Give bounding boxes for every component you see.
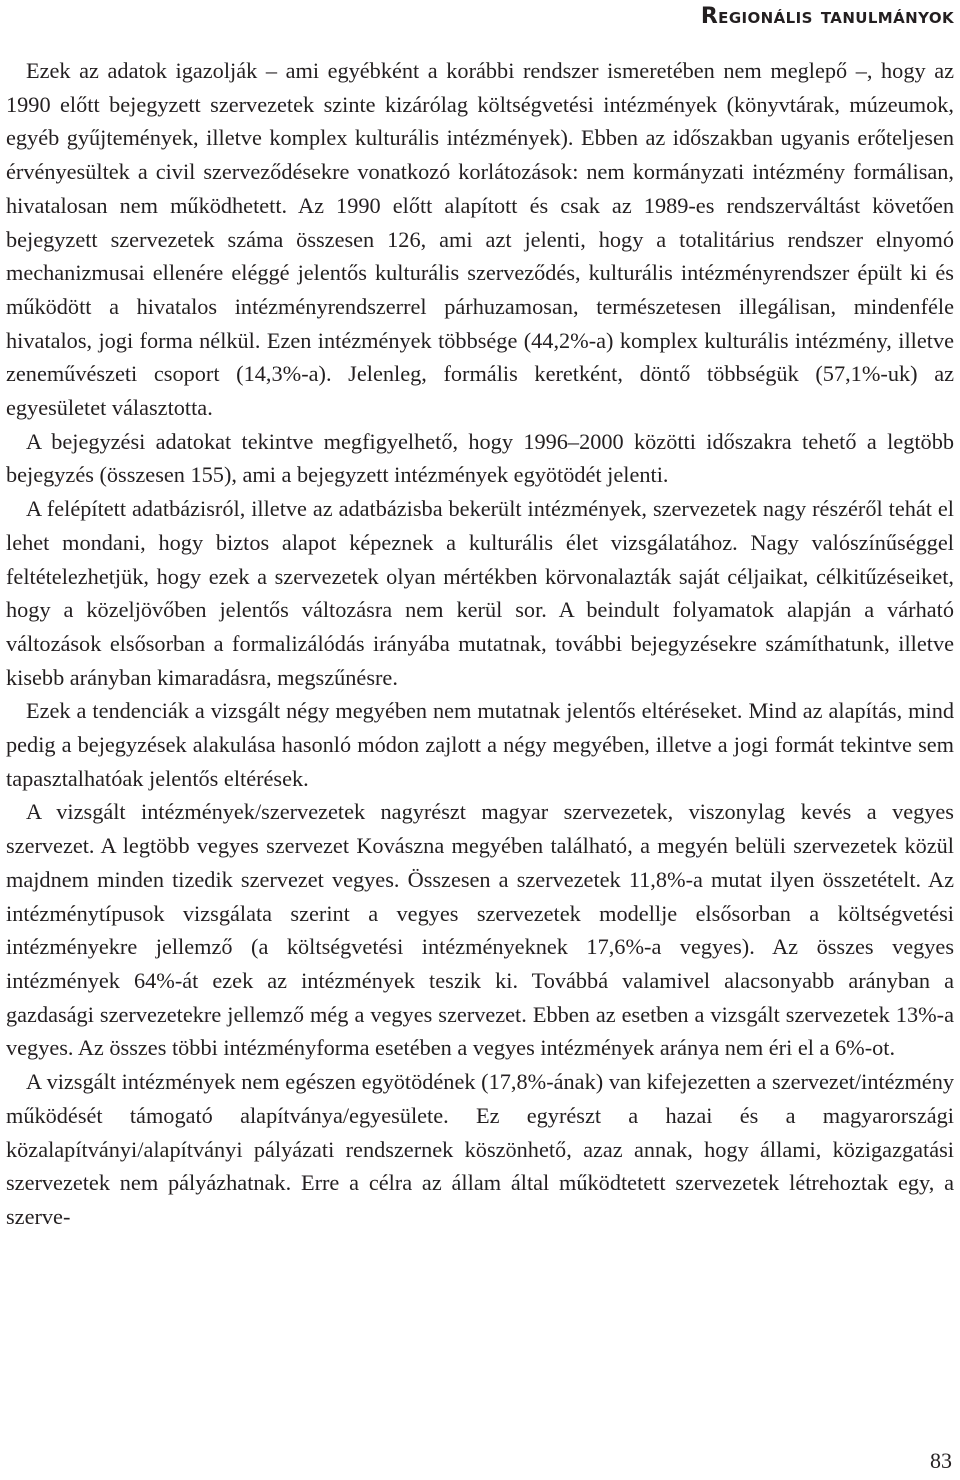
article-body [6,54,954,1234]
running-header: Regionális tanulmányok [700,4,954,29]
paragraph: Ezek az adatok igazolják – ami egyébként a korábbi rendszer ismeretében nem meglepő –, hogy az 1990 előtt bejegyzett szervezetek szinte kizárólag költségvetési intézmények (könyvtárak, múzeumok, egyéb gyűjtemények, illetve komplex kulturális intézmények). Ebben az időszakban ugyanis erőteljesen érvényesültek a civil szerveződésekre vonatkozó korlátozások: nem kormányzati intézmény formálisan, hivatalosan nem működhetett. Az 1990 előtt alapított és csak az 1989-es rendszerváltást követően bejegyzett szervezetek száma összesen 126, ami azt jelenti, hogy a totalitárius rendszer elnyomó mechanizmusai ellenére eléggé jelentős kulturális szerveződés, kulturális intézményrendszer épült ki és működött a hivatalos intézményrendszerrel párhuzamosan, természetesen illegálisan, mindenféle hivatalos, jogi forma nélkül. Ezen intézmények többsége (44,2%-a) komplex kulturális intézmény, illetve zeneművészeti csoport (14,3%-a). Jelenleg, formális keretként, döntő többségük (57,1%-uk) az egyesületet választotta. [6,58,954,421]
paragraph: A bejegyzési adatokat tekintve megfigyelhető, hogy 1996–2000 közötti időszakra tehető a legtöbb bejegyzés (összesen 155), ami a bejegyzett intézmények egyötödét jelenti. [6,428,954,488]
page-number: 83 [930,1448,952,1473]
paragraph: A vizsgált intézmények/szervezetek nagyrészt magyar szervezetek, viszonylag kevés a vegyes szervezet. A legtöbb vegyes szervezet Kovászna megyében található, a megyén belüli szervezetek közül majdnem minden tizedik szervezet vegyes. Összesen a szervezetek 11,8%-a mutat ilyen összetételt. Az intézménytípusok vizsgálata szerint a vegyes szervezetek modellje elsősorban a költségvetési intézményekre jellemző (a költségvetési intézményeknek 17,6%-a vegyes). Az összes vegyes intézmények 64%-át ezek az intézmények teszik ki. Továbbá valamivel alacsonyabb arányban a gazdasági szervezetekre jellemző még a vegyes szervezet. Ebben az esetben a vizsgált szervezetek 13%-a vegyes. Az összes többi intézményforma esetében a vegyes intézmények aránya nem éri el a 6%-ot. [6,799,954,1061]
paragraph: A felépített adatbázisról, illetve az adatbázisba bekerült intézmények, szervezetek nagy részéről tehát el lehet mondani, hogy biztos alapot képeznek a kulturális élet vizsgálatához. Nagy valószínűséggel feltételezhetjük, hogy ezek a szervezetek olyan mértékben körvonalazták saját céljaikat, célkitűzéseiket, hogy a közeljövőben jelentős változásra nem kerül sor. A beindult folyamatok alapján a várható változások elsősorban a formalizálódás irányába mutatnak, további bejegyzésekre számíthatunk, illetve kisebb arányban kimaradásra, megszűnésre. [6,496,954,690]
paragraph: Ezek a tendenciák a vizsgált négy megyében nem mutatnak jelentős eltéréseket. Mind az alapítás, mind pedig a bejegyzések alakulása hasonló módon zajlott a négy megyében, illetve a jogi formát tekintve sem tapasztalhatóak jelentős eltérések. [6,698,954,791]
paragraph: A vizsgált intézmények nem egészen egyötödének (17,8%-ának) van kifejezetten a szervezet/intézmény működését támogató alapítványa/egyesülete. Ez egyrészt a hazai és a magyarországi közalapítványi/alapítványi pályázati rendszernek köszönhető, azaz annak, hogy állami, közigazgatási szervezetek nem pályázhatnak. Erre a célra az állam által működtetett szervezetek létrehoztak egy, a szerve- [6,1069,954,1229]
